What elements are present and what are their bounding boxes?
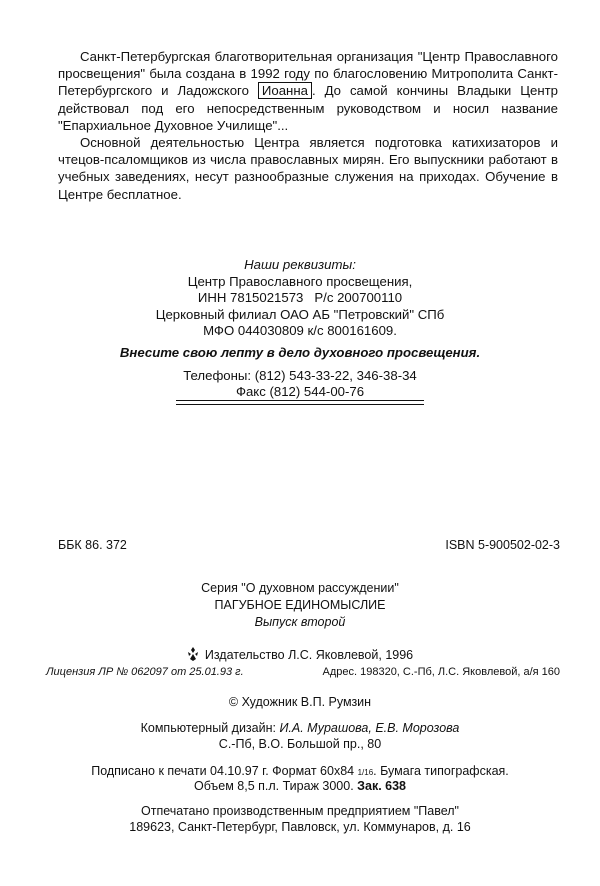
requisites-block <box>0 257 600 401</box>
printed-by: Отпечатано производственным предприятием "Павел" <box>141 804 459 818</box>
requisites-heading: Наши реквизиты: <box>244 257 356 272</box>
donation-appeal: Внесите свою лепту в дело духовного просвещения. <box>119 344 481 360</box>
license-line: Лицензия ЛР № 062097 от 25.01.93 г. <box>46 666 244 678</box>
print-line-1b: . Бумага типографская. <box>373 764 509 778</box>
bbk-code: ББК 86. 372 <box>58 538 127 552</box>
design-address: С.-Пб, В.О. Большой пр., 80 <box>218 737 382 751</box>
intro-paragraph-1 <box>58 48 558 134</box>
boxed-name: Иоанна <box>258 82 312 99</box>
publisher-emblem-icon <box>187 647 199 661</box>
double-rule-divider <box>176 400 424 405</box>
design-label: Компьютерный дизайн: <box>140 721 276 735</box>
design-credit <box>0 721 600 735</box>
requisites-line-2: ИНН 7815021573 Р/с 200700110 <box>197 290 403 306</box>
issue-number: Выпуск второй <box>254 615 346 629</box>
printed-address: 189623, Санкт-Петербург, Павловск, ул. Коммунаров, д. 16 <box>129 820 471 834</box>
publisher-name: Издательство Л.С. Яковлевой, 1996 <box>204 648 414 662</box>
artist-credit: © Художник В.П. Румзин <box>228 695 372 709</box>
phones: Телефоны: (812) 543-33-22, 346-38-34 <box>183 367 417 383</box>
requisites-line-3: Церковный филиал ОАО АБ "Петровский" СПб <box>155 306 445 322</box>
requisites-line-1: Центр Православного просвещения, <box>187 273 413 289</box>
order-number: Зак. 638 <box>357 779 407 793</box>
print-details-1 <box>0 764 600 778</box>
print-line-2: Объем 8,5 п.л. Тираж 3000. <box>193 779 354 793</box>
intro-paragraph-2: Основной деятельностью Центра является подготовка катихизаторов и чтецов-псаломщиков из числа православных мирян. Его выпускники работают в учебных заведениях, несут разнообразные служения на приходах. Обучение в Центре бесплатное. <box>58 135 558 202</box>
print-line-1a: Подписано к печати 04.10.97 г. Формат 60х84 <box>91 764 355 778</box>
design-names: И.А. Мурашова, Е.В. Морозова <box>279 721 460 735</box>
intro-p1-part2: . До самой кончины Владыки Центр действовал под его непосредственным руководством и носил название "Епархиальное Духовное Училище"... <box>58 83 558 133</box>
book-title: ПАГУБНОЕ ЕДИНОМЫСЛИЕ <box>214 598 386 612</box>
series-name: Серия "О духовном рассуждении" <box>201 581 399 595</box>
print-details-2 <box>0 779 600 793</box>
format-fraction: 1/16 <box>357 768 374 777</box>
requisites-line-4: МФО 044030809 к/с 800161609. <box>203 323 397 339</box>
publisher-line <box>0 647 600 662</box>
intro-p1-part1: Санкт-Петербургская благотворительная организация "Центр Православного просвещения" была создана в 1992 году по благословению Митрополита Санкт-Петербургского и Ладожского <box>58 49 558 99</box>
isbn-code: ISBN 5-900502-02-3 <box>445 538 560 552</box>
intro-text <box>58 48 558 203</box>
fax: Факс (812) 544-00-76 <box>235 384 365 400</box>
publisher-address: Адрес. 198320, С.-Пб, Л.С. Яковлевой, а/я 160 <box>322 666 560 678</box>
